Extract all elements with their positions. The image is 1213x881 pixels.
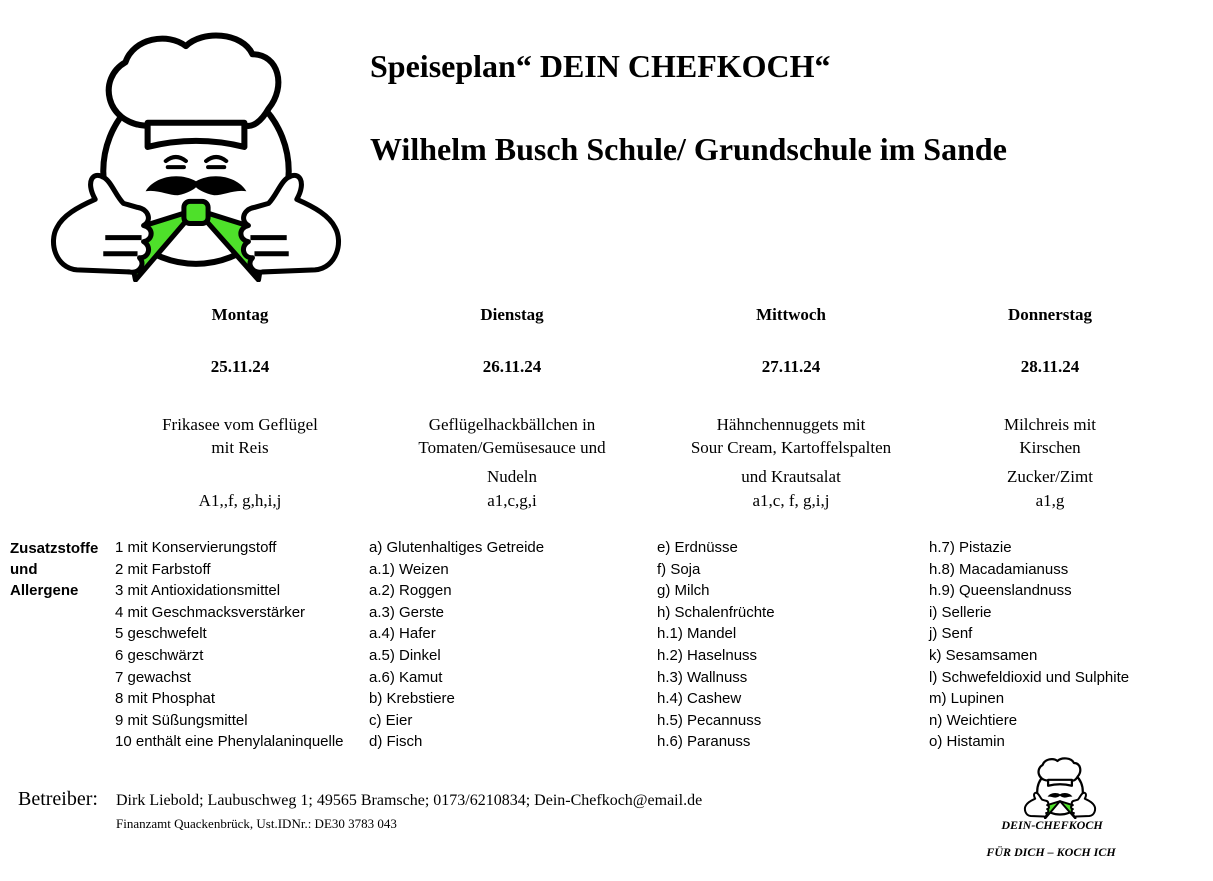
legend-item: a.1) Weizen bbox=[369, 560, 449, 578]
day-name: Donnerstag bbox=[1007, 305, 1093, 324]
meal-line: Kirschen bbox=[1019, 438, 1081, 457]
day-name: Montag bbox=[211, 305, 269, 324]
meal-line: und Krautsalat bbox=[741, 467, 841, 486]
legend-item: h.4) Cashew bbox=[657, 690, 742, 708]
legend-item: 3 mit Antioxidationsmittel bbox=[115, 582, 281, 600]
legend-item: 2 mit Farbstoff bbox=[115, 560, 211, 578]
day-name: Mittwoch bbox=[756, 305, 826, 324]
legend-item: h.8) Macadamianuss bbox=[929, 560, 1069, 578]
day-date: 25.11.24 bbox=[210, 357, 270, 376]
legend-item: a.3) Gerste bbox=[369, 603, 445, 621]
meal-line: Nudeln bbox=[486, 467, 538, 486]
legend-item: c) Eier bbox=[369, 711, 413, 729]
day-date: 27.11.24 bbox=[761, 357, 821, 376]
meal-allergens: a1,c,g,i bbox=[487, 491, 537, 510]
legend-heading-line: Allergene bbox=[10, 582, 79, 599]
school-name: Wilhelm Busch Schule/ Grundschule im Sande bbox=[370, 131, 1007, 167]
legend-item: k) Sesamsamen bbox=[929, 646, 1038, 664]
legend-item: h.5) Pecannuss bbox=[657, 711, 762, 729]
legend-item: a.4) Hafer bbox=[369, 625, 436, 643]
legend-item: h.1) Mandel bbox=[657, 625, 737, 643]
legend-item: h.2) Haselnuss bbox=[657, 646, 758, 664]
operator-label: Betreiber: bbox=[18, 788, 98, 810]
allergens-list-2 bbox=[657, 537, 775, 753]
legend-item: o) Histamin bbox=[929, 733, 1005, 751]
meal-line: Zucker/Zimt bbox=[1007, 467, 1093, 486]
legend-item: 7 gewachst bbox=[115, 668, 191, 686]
legend-item: 8 mit Phosphat bbox=[115, 690, 216, 708]
allergens-list-3 bbox=[929, 537, 1129, 753]
operator-contact: Dirk Liebold; Laubuschweg 1; 49565 Bramsche; 0173/6210834; Dein-Chefkoch@email.de bbox=[116, 792, 703, 809]
legend-item: 10 enthält eine Phenylalaninquelle bbox=[115, 733, 344, 751]
day-name: Dienstag bbox=[480, 305, 544, 324]
legend-heading bbox=[10, 538, 98, 601]
additives-list bbox=[115, 537, 344, 753]
legend-item: h.3) Wallnuss bbox=[657, 668, 748, 686]
legend-item: h) Schalenfrüchte bbox=[657, 603, 775, 621]
legend-item: 4 mit Geschmacksverstärker bbox=[115, 603, 306, 621]
legend-item: d) Fisch bbox=[369, 733, 423, 751]
meal-allergens: a1,c, f, g,i,j bbox=[752, 491, 830, 510]
legend-item: 9 mit Süßungsmittel bbox=[115, 711, 248, 729]
day-date: 26.11.24 bbox=[482, 357, 542, 376]
legend-item: j) Senf bbox=[929, 625, 973, 643]
meal-line: Sour Cream, Kartoffelspalten bbox=[690, 438, 892, 457]
chef-logo-small-icon bbox=[1018, 757, 1102, 819]
allergens-list-1 bbox=[369, 537, 544, 753]
legend-item: m) Lupinen bbox=[929, 690, 1005, 708]
legend-item: h.7) Pistazie bbox=[929, 539, 1012, 556]
chef-logo-icon bbox=[44, 30, 348, 282]
brand-slogan: FÜR DICH – KOCH ICH bbox=[986, 845, 1116, 859]
legend-item: a) Glutenhaltiges Getreide bbox=[369, 539, 545, 556]
legend-item: i) Sellerie bbox=[929, 603, 992, 621]
meal-allergens: A1,,f, g,h,i,j bbox=[198, 491, 282, 510]
page-title: Speiseplan“ DEIN CHEFKOCH“ bbox=[370, 48, 831, 84]
legend-item: f) Soja bbox=[657, 560, 701, 578]
legend-item: a.6) Kamut bbox=[369, 668, 443, 686]
legend-item: e) Erdnüsse bbox=[657, 539, 738, 556]
legend-item: 5 geschwefelt bbox=[115, 625, 207, 643]
legend-heading-line: und bbox=[10, 561, 38, 578]
legend-item: a.5) Dinkel bbox=[369, 646, 441, 664]
meal-allergens: a1,g bbox=[1035, 491, 1065, 510]
legend-item: 1 mit Konservierungstoff bbox=[115, 539, 277, 556]
meal-line: Geflügelhackbällchen in bbox=[428, 415, 596, 434]
meal-line: Frikasee vom Geflügel bbox=[162, 415, 318, 434]
brand-name: DEIN-CHEFKOCH bbox=[1001, 818, 1103, 832]
legend-item: a.2) Roggen bbox=[369, 582, 452, 600]
legend-item: 6 geschwärzt bbox=[115, 646, 204, 664]
meal-line: Milchreis mit bbox=[1003, 415, 1097, 434]
legend-item: g) Milch bbox=[657, 582, 710, 600]
meal-line: mit Reis bbox=[211, 438, 269, 457]
meal-line: Tomaten/Gemüsesauce und bbox=[418, 438, 606, 457]
legend-item: b) Krebstiere bbox=[369, 690, 455, 708]
legend-item: h.9) Queenslandnuss bbox=[929, 582, 1072, 600]
meal-line: Hähnchennuggets mit bbox=[716, 415, 866, 434]
operator-tax-info: Finanzamt Quackenbrück, Ust.IDNr.: DE30 3783 043 bbox=[116, 816, 397, 831]
legend-item: l) Schwefeldioxid und Sulphite bbox=[929, 668, 1130, 686]
day-date: 28.11.24 bbox=[1020, 357, 1080, 376]
legend-item: n) Weichtiere bbox=[929, 711, 1018, 729]
legend-heading-line: Zusatzstoffe bbox=[10, 540, 99, 557]
legend-item: h.6) Paranuss bbox=[657, 733, 751, 751]
